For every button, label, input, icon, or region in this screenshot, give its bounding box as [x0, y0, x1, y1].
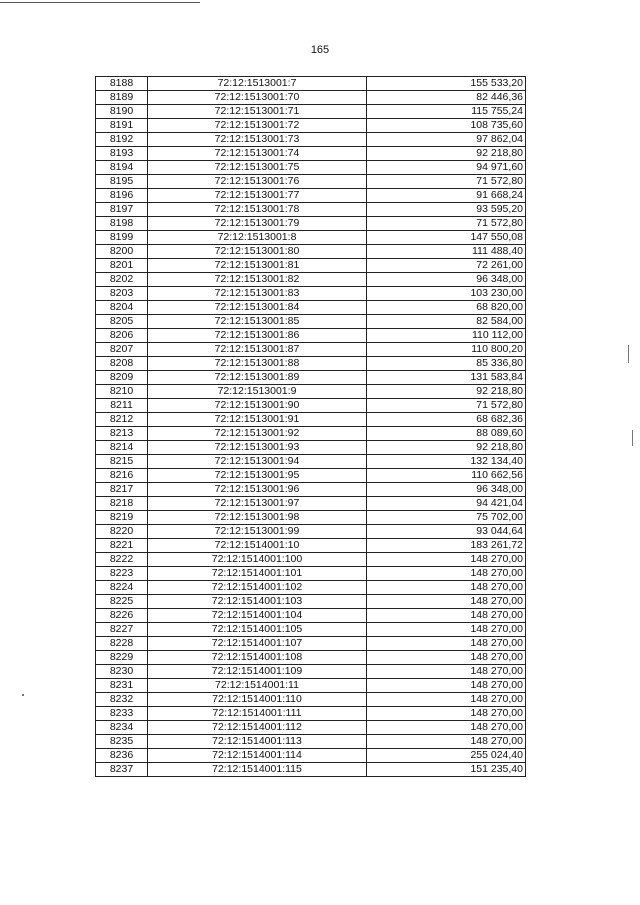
row-number-cell: 8189: [96, 91, 148, 105]
table-row: [96, 455, 526, 469]
cadastral-number-cell: 72:12:1513001:81: [148, 259, 367, 273]
cadastral-number-cell: 72:12:1513001:72: [148, 119, 367, 133]
cadastral-value-cell: 148 270,00: [367, 651, 526, 665]
cadastral-value-cell: 148 270,00: [367, 735, 526, 749]
cadastral-number-cell: 72:12:1513001:8: [148, 231, 367, 245]
row-number-cell: 8213: [96, 427, 148, 441]
cadastral-value-cell: 151 235,40: [367, 763, 526, 777]
cadastral-number-cell: 72:12:1514001:109: [148, 665, 367, 679]
cadastral-value-cell: 148 270,00: [367, 595, 526, 609]
cadastral-number-cell: 72:12:1513001:82: [148, 273, 367, 287]
table-row: [96, 539, 526, 553]
cadastral-value-cell: 91 668,24: [367, 189, 526, 203]
cadastral-value-cell: 148 270,00: [367, 609, 526, 623]
cadastral-value-cell: 103 230,00: [367, 287, 526, 301]
row-number-cell: 8230: [96, 665, 148, 679]
cadastral-value-cell: 155 533,20: [367, 77, 526, 91]
table-row: [96, 553, 526, 567]
row-number-cell: 8237: [96, 763, 148, 777]
cadastral-value-cell: 75 702,00: [367, 511, 526, 525]
table-row: [96, 679, 526, 693]
scan-top-edge-line: [0, 2, 200, 3]
row-number-cell: 8223: [96, 567, 148, 581]
table-row: [96, 721, 526, 735]
page-number: 165: [310, 44, 330, 56]
cadastral-number-cell: 72:12:1513001:95: [148, 469, 367, 483]
cadastral-number-cell: 72:12:1513001:84: [148, 301, 367, 315]
cadastral-number-cell: 72:12:1513001:89: [148, 371, 367, 385]
table-row: [96, 189, 526, 203]
cadastral-value-cell: 71 572,80: [367, 399, 526, 413]
cadastral-value-cell: 111 488,40: [367, 245, 526, 259]
table-row: [96, 609, 526, 623]
cadastral-value-cell: 92 218,80: [367, 147, 526, 161]
row-number-cell: 8225: [96, 595, 148, 609]
cadastral-number-cell: 72:12:1514001:11: [148, 679, 367, 693]
cadastral-value-cell: 88 089,60: [367, 427, 526, 441]
row-number-cell: 8236: [96, 749, 148, 763]
table-row: [96, 749, 526, 763]
cadastral-number-cell: 72:12:1513001:70: [148, 91, 367, 105]
cadastral-value-cell: 110 112,00: [367, 329, 526, 343]
cadastral-number-cell: 72:12:1513001:77: [148, 189, 367, 203]
cadastral-value-cell: 148 270,00: [367, 693, 526, 707]
cadastral-value-cell: 148 270,00: [367, 567, 526, 581]
cadastral-number-cell: 72:12:1513001:94: [148, 455, 367, 469]
cadastral-number-cell: 72:12:1513001:9: [148, 385, 367, 399]
cadastral-value-cell: 110 662,56: [367, 469, 526, 483]
row-number-cell: 8231: [96, 679, 148, 693]
cadastral-value-cell: 82 446,36: [367, 91, 526, 105]
row-number-cell: 8200: [96, 245, 148, 259]
cadastral-value-cell: 71 572,80: [367, 175, 526, 189]
table-row: [96, 371, 526, 385]
row-number-cell: 8229: [96, 651, 148, 665]
cadastral-value-cell: 148 270,00: [367, 623, 526, 637]
cadastral-value-cell: 148 270,00: [367, 707, 526, 721]
table-row: [96, 469, 526, 483]
cadastral-number-cell: 72:12:1514001:115: [148, 763, 367, 777]
row-number-cell: 8203: [96, 287, 148, 301]
row-number-cell: 8235: [96, 735, 148, 749]
table-row: [96, 567, 526, 581]
table-row: [96, 105, 526, 119]
table-row: [96, 203, 526, 217]
row-number-cell: 8192: [96, 133, 148, 147]
cadastral-value-cell: 85 336,80: [367, 357, 526, 371]
table-row: [96, 581, 526, 595]
cadastral-value-cell: 108 735,60: [367, 119, 526, 133]
cadastral-value-cell: 110 800,20: [367, 343, 526, 357]
table-row: [96, 427, 526, 441]
table-row: [96, 147, 526, 161]
table-row: [96, 301, 526, 315]
cadastral-number-cell: 72:12:1513001:71: [148, 105, 367, 119]
row-number-cell: 8195: [96, 175, 148, 189]
cadastral-number-cell: 72:12:1513001:80: [148, 245, 367, 259]
cadastral-number-cell: 72:12:1514001:114: [148, 749, 367, 763]
cadastral-value-cell: 92 218,80: [367, 441, 526, 455]
row-number-cell: 8226: [96, 609, 148, 623]
cadastral-value-cell: 132 134,40: [367, 455, 526, 469]
row-number-cell: 8217: [96, 483, 148, 497]
cadastral-number-cell: 72:12:1513001:99: [148, 525, 367, 539]
table-row: [96, 245, 526, 259]
cadastral-value-cell: 93 595,20: [367, 203, 526, 217]
row-number-cell: 8198: [96, 217, 148, 231]
row-number-cell: 8210: [96, 385, 148, 399]
row-number-cell: 8201: [96, 259, 148, 273]
cadastral-value-cell: 71 572,80: [367, 217, 526, 231]
cadastral-number-cell: 72:12:1513001:93: [148, 441, 367, 455]
row-number-cell: 8204: [96, 301, 148, 315]
row-number-cell: 8232: [96, 693, 148, 707]
table-row: [96, 595, 526, 609]
row-number-cell: 8227: [96, 623, 148, 637]
row-number-cell: 8219: [96, 511, 148, 525]
row-number-cell: 8193: [96, 147, 148, 161]
table-row: [96, 525, 526, 539]
row-number-cell: 8207: [96, 343, 148, 357]
cadastral-number-cell: 72:12:1513001:75: [148, 161, 367, 175]
table-row: [96, 119, 526, 133]
cadastral-number-cell: 72:12:1513001:91: [148, 413, 367, 427]
cadastral-number-cell: 72:12:1514001:104: [148, 609, 367, 623]
table-row: [96, 259, 526, 273]
table-row: [96, 133, 526, 147]
cadastral-value-cell: 131 583,84: [367, 371, 526, 385]
table-row: [96, 623, 526, 637]
cadastral-value-cell: 92 218,80: [367, 385, 526, 399]
cadastral-number-cell: 72:12:1514001:110: [148, 693, 367, 707]
scan-speck: [22, 694, 24, 696]
row-number-cell: 8188: [96, 77, 148, 91]
table-row: [96, 77, 526, 91]
scan-margin-mark: [632, 430, 633, 446]
row-number-cell: 8233: [96, 707, 148, 721]
table-row: [96, 665, 526, 679]
table-row: [96, 483, 526, 497]
cadastral-value-table: [95, 76, 526, 777]
row-number-cell: 8220: [96, 525, 148, 539]
table-row: [96, 651, 526, 665]
cadastral-value-cell: 96 348,00: [367, 273, 526, 287]
table-row: [96, 763, 526, 777]
cadastral-number-cell: 72:12:1513001:97: [148, 497, 367, 511]
cadastral-value-cell: 115 755,24: [367, 105, 526, 119]
cadastral-number-cell: 72:12:1513001:92: [148, 427, 367, 441]
row-number-cell: 8194: [96, 161, 148, 175]
table-row: [96, 91, 526, 105]
cadastral-number-cell: 72:12:1513001:85: [148, 315, 367, 329]
cadastral-value-cell: 96 348,00: [367, 483, 526, 497]
cadastral-value-cell: 68 820,00: [367, 301, 526, 315]
cadastral-value-cell: 82 584,00: [367, 315, 526, 329]
cadastral-value-cell: 68 682,36: [367, 413, 526, 427]
cadastral-number-cell: 72:12:1513001:98: [148, 511, 367, 525]
cadastral-number-cell: 72:12:1513001:78: [148, 203, 367, 217]
cadastral-number-cell: 72:12:1513001:90: [148, 399, 367, 413]
table-row: [96, 357, 526, 371]
cadastral-value-cell: 148 270,00: [367, 581, 526, 595]
table-row: [96, 735, 526, 749]
row-number-cell: 8215: [96, 455, 148, 469]
table-row: [96, 343, 526, 357]
row-number-cell: 8234: [96, 721, 148, 735]
table-row: [96, 413, 526, 427]
row-number-cell: 8208: [96, 357, 148, 371]
cadastral-number-cell: 72:12:1514001:100: [148, 553, 367, 567]
cadastral-value-cell: 148 270,00: [367, 721, 526, 735]
cadastral-number-cell: 72:12:1513001:74: [148, 147, 367, 161]
table-row: [96, 231, 526, 245]
row-number-cell: 8221: [96, 539, 148, 553]
cadastral-number-cell: 72:12:1514001:108: [148, 651, 367, 665]
table-row: [96, 287, 526, 301]
row-number-cell: 8205: [96, 315, 148, 329]
table-row: [96, 217, 526, 231]
cadastral-value-cell: 148 270,00: [367, 679, 526, 693]
cadastral-number-cell: 72:12:1513001:73: [148, 133, 367, 147]
table-row: [96, 441, 526, 455]
cadastral-number-cell: 72:12:1513001:88: [148, 357, 367, 371]
row-number-cell: 8212: [96, 413, 148, 427]
cadastral-number-cell: 72:12:1513001:79: [148, 217, 367, 231]
table-row: [96, 637, 526, 651]
scan-margin-mark: [628, 345, 629, 363]
cadastral-value-cell: 148 270,00: [367, 553, 526, 567]
table-row: [96, 399, 526, 413]
table-row: [96, 273, 526, 287]
cadastral-number-cell: 72:12:1514001:101: [148, 567, 367, 581]
table-row: [96, 329, 526, 343]
row-number-cell: 8206: [96, 329, 148, 343]
cadastral-number-cell: 72:12:1513001:83: [148, 287, 367, 301]
row-number-cell: 8209: [96, 371, 148, 385]
table-row: [96, 707, 526, 721]
row-number-cell: 8191: [96, 119, 148, 133]
row-number-cell: 8211: [96, 399, 148, 413]
row-number-cell: 8196: [96, 189, 148, 203]
row-number-cell: 8199: [96, 231, 148, 245]
table-body: [96, 77, 526, 777]
cadastral-number-cell: 72:12:1513001:96: [148, 483, 367, 497]
row-number-cell: 8224: [96, 581, 148, 595]
cadastral-value-cell: 255 024,40: [367, 749, 526, 763]
table-row: [96, 497, 526, 511]
cadastral-number-cell: 72:12:1514001:10: [148, 539, 367, 553]
row-number-cell: 8228: [96, 637, 148, 651]
table-row: [96, 315, 526, 329]
row-number-cell: 8214: [96, 441, 148, 455]
table-row: [96, 385, 526, 399]
row-number-cell: 8202: [96, 273, 148, 287]
cadastral-number-cell: 72:12:1513001:86: [148, 329, 367, 343]
cadastral-value-cell: 183 261,72: [367, 539, 526, 553]
table-row: [96, 175, 526, 189]
table-row: [96, 161, 526, 175]
cadastral-value-cell: 147 550,08: [367, 231, 526, 245]
cadastral-value-cell: 94 421,04: [367, 497, 526, 511]
cadastral-number-cell: 72:12:1514001:112: [148, 721, 367, 735]
cadastral-value-cell: 148 270,00: [367, 637, 526, 651]
row-number-cell: 8197: [96, 203, 148, 217]
cadastral-number-cell: 72:12:1513001:7: [148, 77, 367, 91]
cadastral-number-cell: 72:12:1514001:103: [148, 595, 367, 609]
cadastral-number-cell: 72:12:1513001:76: [148, 175, 367, 189]
cadastral-number-cell: 72:12:1514001:111: [148, 707, 367, 721]
row-number-cell: 8216: [96, 469, 148, 483]
row-number-cell: 8190: [96, 105, 148, 119]
cadastral-number-cell: 72:12:1514001:105: [148, 623, 367, 637]
cadastral-value-cell: 97 862,04: [367, 133, 526, 147]
cadastral-number-cell: 72:12:1514001:107: [148, 637, 367, 651]
table-row: [96, 511, 526, 525]
cadastral-value-cell: 148 270,00: [367, 665, 526, 679]
cadastral-number-cell: 72:12:1513001:87: [148, 343, 367, 357]
row-number-cell: 8218: [96, 497, 148, 511]
cadastral-number-cell: 72:12:1514001:102: [148, 581, 367, 595]
cadastral-value-cell: 94 971,60: [367, 161, 526, 175]
cadastral-number-cell: 72:12:1514001:113: [148, 735, 367, 749]
row-number-cell: 8222: [96, 553, 148, 567]
table-row: [96, 693, 526, 707]
cadastral-value-cell: 93 044,64: [367, 525, 526, 539]
cadastral-value-cell: 72 261,00: [367, 259, 526, 273]
